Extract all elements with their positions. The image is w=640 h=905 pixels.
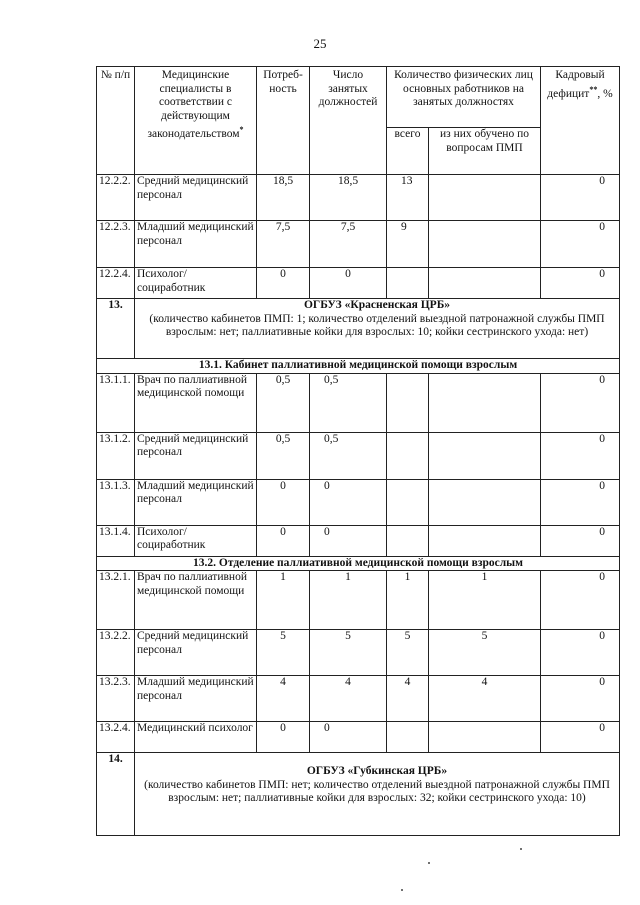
row-specialist: Врач по паллиативной медицинской помощи [135,373,257,432]
header-specialists-footnote: * [239,125,244,134]
header-num: № п/п [97,67,135,175]
row-total [387,722,429,753]
header-deficit [541,67,620,175]
row-deficit: 0 [541,479,620,525]
staffing-table [96,66,620,836]
row-trained [429,268,541,299]
row-total [387,525,429,556]
row-number: 12.2.3. [97,221,135,268]
row-trained [429,373,541,432]
org-number: 13. [97,299,135,359]
header-need: Потреб-ность [257,67,310,175]
header-total: всего [387,128,429,175]
row-trained [429,175,541,221]
row-occupied: 0 [310,479,387,525]
row-need: 5 [257,630,310,676]
org-cell [135,299,620,359]
subsection-title: 13.2. Отделение паллиативной медицинской помощи взрослым [97,556,620,571]
row-number: 13.1.1. [97,373,135,432]
header-occupied: Число занятых должностей [310,67,387,175]
row-deficit: 0 [541,175,620,221]
row-trained [429,525,541,556]
subsection-row [97,359,620,374]
row-deficit: 0 [541,221,620,268]
org-description: (количество кабинетов ПМП: нет; количество отделений выездной патронажной службы ПМП взрослым: нет; паллиативные койки для взрослых: 32; койки сестринского ухода: 10) [144,778,610,804]
row-need: 1 [257,571,310,630]
row-deficit: 0 [541,571,620,630]
row-occupied: 18,5 [310,175,387,221]
header-trained: из них обучено по вопросам ПМП [429,128,541,175]
row-need: 0 [257,722,310,753]
row-specialist: Средний медицинский персонал [135,175,257,221]
row-trained: 4 [429,676,541,722]
header-workers: Количество физических лиц основных работников на занятых должностях [387,67,541,128]
row-total [387,268,429,299]
org-description: (количество кабинетов ПМП: 1; количество отделений выездной патронажной службы ПМП взрослым: нет; паллиативные койки для взрослых: 10; койки сестринского ухода: нет) [149,312,605,338]
row-occupied: 0 [310,525,387,556]
row-need: 4 [257,676,310,722]
row-deficit: 0 [541,373,620,432]
row-total [387,373,429,432]
table-row [97,676,620,722]
row-trained: 5 [429,630,541,676]
row-total [387,479,429,525]
org-row [97,299,620,359]
table-row [97,571,620,630]
row-trained [429,479,541,525]
row-trained [429,722,541,753]
table-row [97,221,620,268]
row-specialist: Врач по паллиативной медицинской помощи [135,571,257,630]
row-deficit: 0 [541,525,620,556]
row-occupied: 7,5 [310,221,387,268]
row-occupied: 0 [310,722,387,753]
row-specialist: Средний медицинский персонал [135,432,257,479]
org-number: 14. [97,753,135,836]
row-total: 1 [387,571,429,630]
table-row [97,432,620,479]
row-number: 12.2.2. [97,175,135,221]
row-specialist: Младший медицинский персонал [135,479,257,525]
header-specialists [135,67,257,175]
row-occupied: 4 [310,676,387,722]
row-deficit: 0 [541,630,620,676]
row-specialist: Младший медицинский персонал [135,676,257,722]
row-total: 13 [387,175,429,221]
page-number: 25 [313,36,327,51]
row-trained [429,221,541,268]
row-specialist: Младший медицинский персонал [135,221,257,268]
scan-speck [401,889,403,891]
row-need: 0 [257,479,310,525]
row-occupied: 1 [310,571,387,630]
row-total [387,432,429,479]
row-occupied: 0,5 [310,373,387,432]
row-number: 13.2.3. [97,676,135,722]
row-specialist: Средний медицинский персонал [135,630,257,676]
row-need: 0 [257,268,310,299]
row-total: 4 [387,676,429,722]
header-row-1 [97,67,620,128]
row-number: 13.2.2. [97,630,135,676]
row-occupied: 0,5 [310,432,387,479]
row-total: 9 [387,221,429,268]
row-need: 0,5 [257,432,310,479]
scan-speck [428,862,430,864]
subsection-title: 13.1. Кабинет паллиативной медицинской помощи взрослым [97,359,620,374]
scan-speck [520,848,522,850]
row-trained: 1 [429,571,541,630]
table-row [97,373,620,432]
row-number: 13.2.1. [97,571,135,630]
row-trained [429,432,541,479]
org-row [97,753,620,836]
row-specialist: Психолог/ социработник [135,525,257,556]
row-need: 7,5 [257,221,310,268]
row-deficit: 0 [541,676,620,722]
header-deficit-unit: , % [597,87,613,100]
row-number: 13.2.4. [97,722,135,753]
row-number: 13.1.4. [97,525,135,556]
row-number: 13.1.3. [97,479,135,525]
row-specialist: Медицинский психолог [135,722,257,753]
row-total: 5 [387,630,429,676]
org-cell [135,753,620,836]
subsection-row [97,556,620,571]
row-need: 18,5 [257,175,310,221]
row-occupied: 0 [310,268,387,299]
table-row [97,175,620,221]
table-row [97,525,620,556]
table-row [97,630,620,676]
row-need: 0 [257,525,310,556]
row-deficit: 0 [541,432,620,479]
header-deficit-footnote: ** [589,84,598,94]
header-specialists-text: Медицинские специалисты в соответствии с действующим законодательством [147,69,240,140]
row-deficit: 0 [541,268,620,299]
row-occupied: 5 [310,630,387,676]
org-title: ОГБУЗ «Губкинская ЦРБ» [306,765,448,777]
row-need: 0,5 [257,373,310,432]
row-number: 13.1.2. [97,432,135,479]
table-row [97,479,620,525]
row-deficit: 0 [541,722,620,753]
table-row [97,268,620,299]
header-deficit-text: Кадровый дефицит [547,69,605,100]
table-row [97,722,620,753]
row-number: 12.2.4. [97,268,135,299]
org-title: ОГБУЗ «Красненская ЦРБ» [303,299,451,311]
row-specialist: Психолог/ социработник [135,268,257,299]
